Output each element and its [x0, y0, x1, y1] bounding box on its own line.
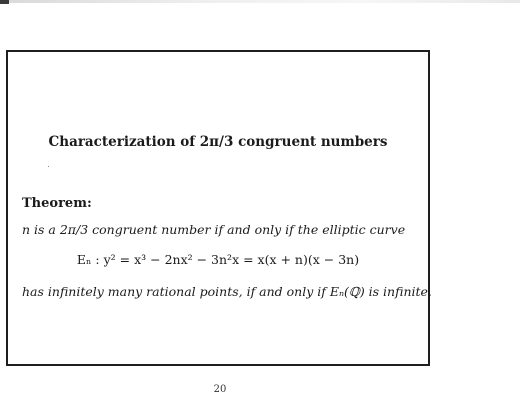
page-number: 20: [213, 384, 227, 395]
slide-frame: [6, 50, 430, 366]
elliptic-curve-equation: Eₙ : y² = x³ − 2nx² − 3n²x = x(x + n)(x − 3n): [76, 252, 360, 267]
theorem-label: Theorem:: [22, 196, 92, 211]
theorem-statement: n is a 2π/3 congruent number if and only if the elliptic curve: [22, 222, 406, 237]
slide-title: Characterization of 2π/3 congruent numbers: [48, 134, 388, 150]
scan-top-edge: [0, 0, 520, 3]
theorem-conclusion: has infinitely many rational points, if and only if Eₙ(ℚ) is infinite.: [22, 284, 432, 299]
scan-corner-mark: [0, 0, 9, 4]
scan-speck: [48, 166, 49, 167]
